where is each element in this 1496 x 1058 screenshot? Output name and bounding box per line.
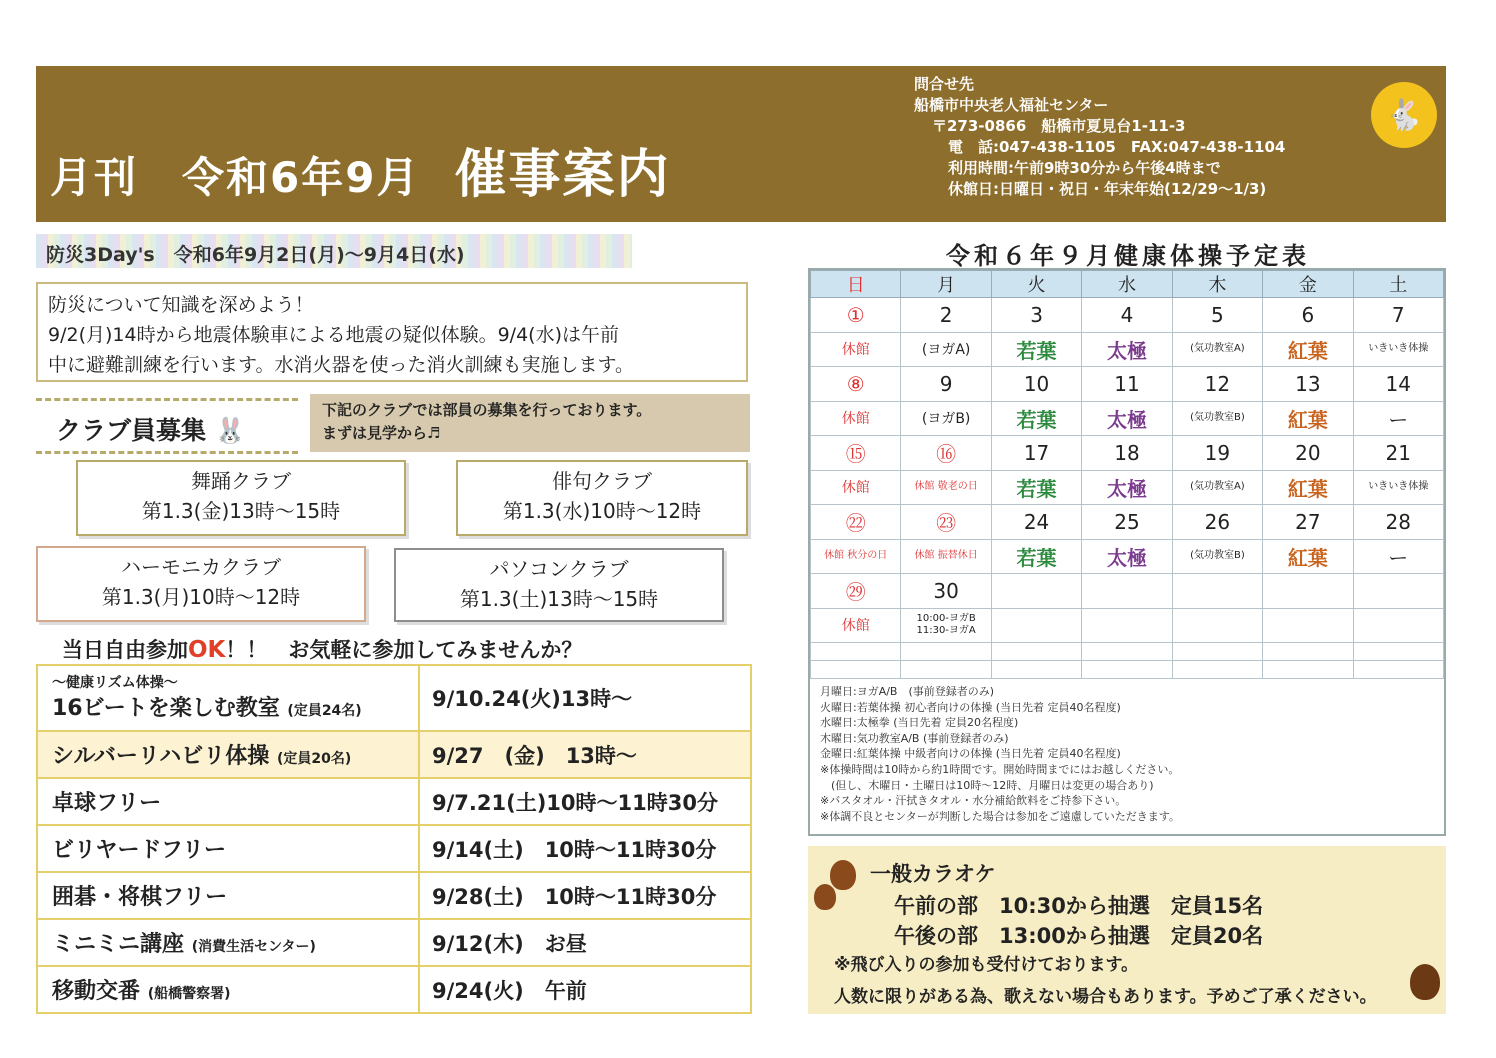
page-title: 月刊 令和6年9月 催事案内 <box>50 145 671 205</box>
club-card-pc: パソコンクラブ 第1.3(土)13時～15時 <box>394 548 724 622</box>
bousai-info: 防災について知識を深めよう！ 9/2(月)14時から地震体験車による地震の疑似体験。9/4(水)は午前 中に避難訓練を行います。水消火器を使った消火訓練も実施します。 <box>36 282 748 382</box>
club-note: 下記のクラブでは部員の募集を行っております。 まずは見学から♬ <box>310 394 750 452</box>
week3-events: 休館 休館 敬老の日 若葉 太極 (気功教室A) 紅葉 いきいき体操 <box>811 470 1444 505</box>
chestnut-icon <box>830 860 856 890</box>
free-heading: 当日自由参加OK！！ お気軽に参加してみませんか？ <box>62 637 583 663</box>
week2-dates: ⑧ 9 10 11 12 13 14 <box>811 367 1444 402</box>
table-row: シルバーリハビリ体操 (定員20名) 9/27 (金) 13時～ <box>37 731 751 778</box>
week5-events: 休館 10:00-ヨガB 11:30-ヨガA <box>811 608 1444 643</box>
table-row: ミニミニ講座 (消費生活センター) 9/12(木) お昼 <box>37 919 751 966</box>
karaoke-am: 午前の部 10:30から抽選 定員15名 <box>894 894 1264 918</box>
week4-dates: ㉒ ㉓ 24 25 26 27 28 <box>811 505 1444 540</box>
table-row: ビリヤードフリー 9/14(土) 10時～11時30分 <box>37 825 751 872</box>
schedule-table: 日 月 火 水 木 金 土 ① 2 3 4 5 6 7 休館 (ヨガA) 若葉 太極 (気功教室A) 紅葉 いきいき体操 ⑧ 9 10 11 12 13 14 休館 (ヨガB) 若葉 太極 (気功教室B) 紅葉 ー ⑮ ⑯ 17 18 19 20 21 休館 休館 敬老の日 若葉 太極 (気功教室A) 紅葉 いきいき体操 ㉒ ㉓ 24 25 26 27 28 休館 秋分の日 休館 振替休日 若葉 太極 (気功教室B) 紅葉 ー ㉙ 30 休館 10:00-ヨガB 11:30-ヨガA <box>810 270 1444 679</box>
week1-dates: ① 2 3 4 5 6 7 <box>811 298 1444 333</box>
table-row: 囲碁・将棋フリー 9/28(土) 10時～11時30分 <box>37 872 751 919</box>
rabbit-icon: 🐰 <box>214 416 246 445</box>
karaoke-title: 一般カラオケ <box>870 862 996 886</box>
table-row: 移動交番 (船橋警察署) 9/24(火) 午前 <box>37 966 751 1013</box>
karaoke-note: ※飛び入りの参加も受付けております。 <box>834 955 1139 975</box>
club-card-haiku: 俳句クラブ 第1.3(水)10時～12時 <box>456 460 748 536</box>
rabbit-icon: 🐇 <box>1371 82 1437 148</box>
karaoke-note: 人数に限りがある為、歌えない場合もあります。予めご了承ください。 <box>834 987 1377 1007</box>
chestnut-icon <box>1410 964 1440 1000</box>
week4-events: 休館 秋分の日 休館 振替休日 若葉 太極 (気功教室B) 紅葉 ー <box>811 539 1444 574</box>
contact-info: 問合せ先 船橋市中央老人福祉センター 〒273-0866 船橋市夏見台1-11-3 電 話:047-438-1105 FAX:047-438-1104 利用時間:午前9時30分から午後4時まで 休館日:日曜日・祝日・年末年始(12/29～1/3) <box>914 75 1286 198</box>
karaoke-pm: 午後の部 13:00から抽選 定員20名 <box>894 924 1264 948</box>
schedule-title: 令和６年９月健康体操予定表 <box>946 242 1310 270</box>
header-banner <box>36 66 1446 222</box>
table-row: ～健康リズム体操～ 16ビートを楽しむ教室 (定員24名) 9/10.24(火)13時～ <box>37 665 751 731</box>
karaoke-box <box>808 846 1446 1014</box>
week5-dates: ㉙ 30 <box>811 574 1444 609</box>
club-card-harmonica: ハーモニカクラブ 第1.3(月)10時～12時 <box>36 546 366 622</box>
free-table <box>36 664 752 1014</box>
bousai-banner: 防災3Day's 令和6年9月2日(月)～9月4日(水) <box>36 234 632 268</box>
club-card-buyou: 舞踊クラブ 第1.3(金)13時～15時 <box>76 460 406 536</box>
week3-dates: ⑮ ⑯ 17 18 19 20 21 <box>811 436 1444 471</box>
schedule-notes: 月曜日:ヨガA/B (事前登録者のみ) 火曜日:若葉体操 初心者向けの体操 (当日先着 定員40名程度) 水曜日:太極拳 (当日先着 定員20名程度) 木曜日:気功教室A/B (事前登録者のみ) 金曜日:紅葉体操 中級者向けの体操 (当日先着 定員40名程度) ※体操時間は10時から約1時間です。開始時間までにはお越しください。 (但し、木曜日・土曜日は10時～12時、月曜日は変更の場合あり) ※バスタオル・汗拭きタオル・水分補給飲料をご持参下さい。 ※体調不良とセンターが判断した場合は参加をご遠慮していただきます。 <box>820 685 1180 823</box>
chestnut-icon <box>814 884 836 910</box>
week2-events: 休館 (ヨガB) 若葉 太極 (気功教室B) 紅葉 ー <box>811 401 1444 436</box>
week1-events: 休館 (ヨガA) 若葉 太極 (気功教室A) 紅葉 いきいき体操 <box>811 332 1444 367</box>
club-heading: クラブ員募集 🐰 <box>36 398 298 454</box>
table-row: 卓球フリー 9/7.21(土)10時～11時30分 <box>37 778 751 825</box>
